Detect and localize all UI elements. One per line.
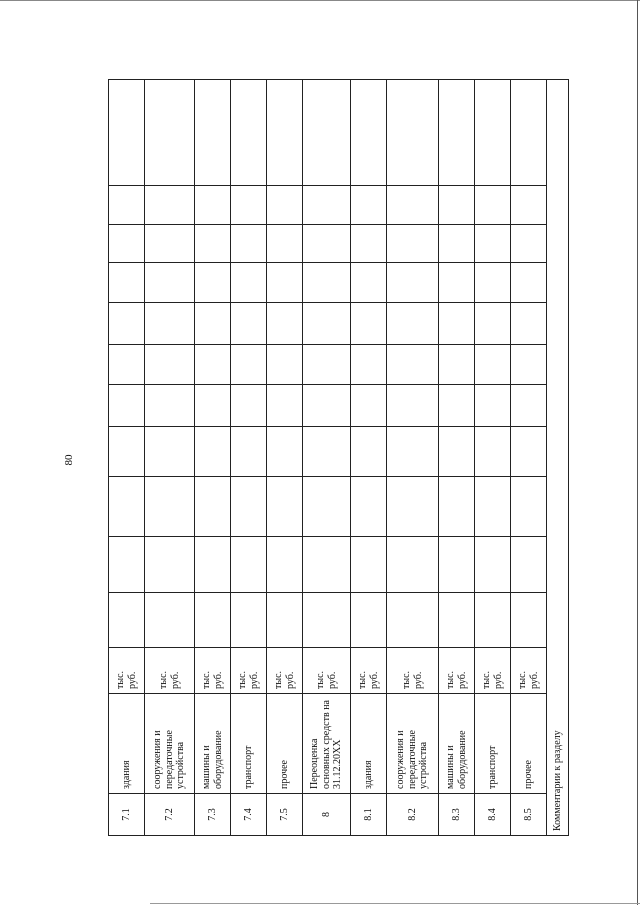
empty-cell[interactable] xyxy=(109,345,145,385)
empty-cell[interactable] xyxy=(387,225,439,263)
empty-cell[interactable] xyxy=(351,303,387,345)
empty-cell[interactable] xyxy=(109,537,145,593)
empty-cell[interactable] xyxy=(195,225,231,263)
rotated-table xyxy=(108,80,568,836)
scan-edge-right xyxy=(637,0,638,905)
table-row xyxy=(475,80,511,836)
empty-cell[interactable] xyxy=(303,537,351,593)
row-unit: тыс. руб. xyxy=(231,648,267,694)
empty-cell[interactable] xyxy=(351,186,387,225)
empty-cell[interactable] xyxy=(439,186,475,225)
empty-cell[interactable] xyxy=(195,80,231,186)
empty-cell[interactable] xyxy=(439,385,475,427)
empty-cell[interactable] xyxy=(439,427,475,477)
section-comment-label: Комментарии к разделу xyxy=(547,80,569,836)
empty-cell[interactable] xyxy=(231,427,267,477)
empty-cell[interactable] xyxy=(267,593,303,648)
empty-cell[interactable] xyxy=(231,385,267,427)
empty-cell[interactable] xyxy=(511,537,547,593)
row-name: сооружения и передаточные устройства xyxy=(387,694,439,794)
table-row xyxy=(145,80,195,836)
empty-cell[interactable] xyxy=(109,303,145,345)
empty-cell[interactable] xyxy=(475,477,511,537)
row-unit: тыс. руб. xyxy=(195,648,231,694)
empty-cell[interactable] xyxy=(439,345,475,385)
empty-cell[interactable] xyxy=(511,345,547,385)
empty-cell[interactable] xyxy=(231,80,267,186)
empty-cell[interactable] xyxy=(387,263,439,303)
row-number: 7.4 xyxy=(231,794,267,836)
empty-cell[interactable] xyxy=(439,225,475,263)
empty-cell[interactable] xyxy=(195,427,231,477)
empty-cell[interactable] xyxy=(109,225,145,263)
empty-cell[interactable] xyxy=(511,80,547,186)
empty-cell[interactable] xyxy=(475,537,511,593)
empty-cell[interactable] xyxy=(145,263,195,303)
empty-cell[interactable] xyxy=(195,186,231,225)
row-number: 8.5 xyxy=(511,794,547,836)
table-row xyxy=(439,80,475,836)
empty-cell[interactable] xyxy=(231,345,267,385)
empty-cell[interactable] xyxy=(145,80,195,186)
empty-cell[interactable] xyxy=(511,303,547,345)
row-number: 8.4 xyxy=(475,794,511,836)
row-unit: тыс. руб. xyxy=(511,648,547,694)
empty-cell[interactable] xyxy=(267,477,303,537)
page-number: 80 xyxy=(63,454,75,466)
empty-cell[interactable] xyxy=(303,225,351,263)
empty-cell[interactable] xyxy=(145,385,195,427)
row-unit: тыс. руб. xyxy=(109,648,145,694)
scan-edge-top xyxy=(0,0,640,1)
row-name: машины и оборудование xyxy=(195,694,231,794)
empty-cell[interactable] xyxy=(439,303,475,345)
empty-cell[interactable] xyxy=(145,303,195,345)
row-number: 8.3 xyxy=(439,794,475,836)
row-unit: тыс. руб. xyxy=(475,648,511,694)
empty-cell[interactable] xyxy=(351,225,387,263)
row-unit: тыс. руб. xyxy=(267,648,303,694)
empty-cell[interactable] xyxy=(351,477,387,537)
empty-cell[interactable] xyxy=(109,427,145,477)
empty-cell[interactable] xyxy=(231,477,267,537)
empty-cell[interactable] xyxy=(303,593,351,648)
row-name: сооружения и передаточные устройства xyxy=(145,694,195,794)
empty-cell[interactable] xyxy=(475,303,511,345)
empty-cell[interactable] xyxy=(475,385,511,427)
empty-cell[interactable] xyxy=(267,263,303,303)
row-name: прочее xyxy=(267,694,303,794)
empty-cell[interactable] xyxy=(387,385,439,427)
scan-edge-bottom xyxy=(150,903,640,904)
table-row xyxy=(267,80,303,836)
assets-table xyxy=(108,79,569,836)
table-row xyxy=(195,80,231,836)
row-name: транспорт xyxy=(231,694,267,794)
table-row xyxy=(511,80,547,836)
empty-cell[interactable] xyxy=(267,225,303,263)
empty-cell[interactable] xyxy=(439,80,475,186)
empty-cell[interactable] xyxy=(439,263,475,303)
empty-cell[interactable] xyxy=(303,385,351,427)
empty-cell[interactable] xyxy=(351,537,387,593)
row-name: машины и оборудование xyxy=(439,694,475,794)
empty-cell[interactable] xyxy=(195,303,231,345)
row-unit: тыс. руб. xyxy=(303,648,351,694)
empty-cell[interactable] xyxy=(303,80,351,186)
empty-cell[interactable] xyxy=(387,537,439,593)
empty-cell[interactable] xyxy=(231,186,267,225)
empty-cell[interactable] xyxy=(109,593,145,648)
empty-cell[interactable] xyxy=(439,477,475,537)
empty-cell[interactable] xyxy=(439,537,475,593)
empty-cell[interactable] xyxy=(387,303,439,345)
empty-cell[interactable] xyxy=(195,345,231,385)
empty-cell[interactable] xyxy=(231,225,267,263)
empty-cell[interactable] xyxy=(195,593,231,648)
empty-cell[interactable] xyxy=(387,593,439,648)
empty-cell[interactable] xyxy=(195,385,231,427)
empty-cell[interactable] xyxy=(267,537,303,593)
comment-row xyxy=(547,80,569,836)
row-name: здания xyxy=(351,694,387,794)
empty-cell[interactable] xyxy=(511,427,547,477)
empty-cell[interactable] xyxy=(231,303,267,345)
empty-cell[interactable] xyxy=(109,477,145,537)
table-row xyxy=(351,80,387,836)
empty-cell[interactable] xyxy=(145,225,195,263)
empty-cell[interactable] xyxy=(303,345,351,385)
table-container xyxy=(108,80,568,836)
row-name: прочее xyxy=(511,694,547,794)
empty-cell[interactable] xyxy=(511,593,547,648)
empty-cell[interactable] xyxy=(195,537,231,593)
empty-cell[interactable] xyxy=(351,263,387,303)
empty-cell[interactable] xyxy=(387,427,439,477)
table-row xyxy=(303,80,351,836)
empty-cell[interactable] xyxy=(475,345,511,385)
empty-cell[interactable] xyxy=(387,186,439,225)
empty-cell[interactable] xyxy=(267,385,303,427)
row-unit: тыс. руб. xyxy=(387,648,439,694)
empty-cell[interactable] xyxy=(475,263,511,303)
empty-cell[interactable] xyxy=(267,186,303,225)
row-number: 7.1 xyxy=(109,794,145,836)
row-number: 7.3 xyxy=(195,794,231,836)
empty-cell[interactable] xyxy=(145,345,195,385)
row-unit: тыс. руб. xyxy=(351,648,387,694)
empty-cell[interactable] xyxy=(475,186,511,225)
empty-cell[interactable] xyxy=(511,477,547,537)
empty-cell[interactable] xyxy=(195,477,231,537)
empty-cell[interactable] xyxy=(387,477,439,537)
empty-cell[interactable] xyxy=(145,477,195,537)
empty-cell[interactable] xyxy=(475,593,511,648)
empty-cell[interactable] xyxy=(303,427,351,477)
empty-cell[interactable] xyxy=(267,427,303,477)
empty-cell[interactable] xyxy=(475,427,511,477)
empty-cell[interactable] xyxy=(267,303,303,345)
row-number: 8 xyxy=(303,794,351,836)
empty-cell[interactable] xyxy=(475,80,511,186)
row-number: 7.5 xyxy=(267,794,303,836)
row-name: здания xyxy=(109,694,145,794)
table-row xyxy=(231,80,267,836)
empty-cell[interactable] xyxy=(145,186,195,225)
row-unit: тыс. руб. xyxy=(439,648,475,694)
empty-cell[interactable] xyxy=(351,593,387,648)
empty-cell[interactable] xyxy=(231,593,267,648)
empty-cell[interactable] xyxy=(303,477,351,537)
empty-cell[interactable] xyxy=(511,263,547,303)
empty-cell[interactable] xyxy=(303,186,351,225)
empty-cell[interactable] xyxy=(439,593,475,648)
empty-cell[interactable] xyxy=(511,225,547,263)
row-name: транспорт xyxy=(475,694,511,794)
empty-cell[interactable] xyxy=(109,80,145,186)
empty-cell[interactable] xyxy=(109,385,145,427)
empty-cell[interactable] xyxy=(231,263,267,303)
empty-cell[interactable] xyxy=(303,303,351,345)
empty-cell[interactable] xyxy=(303,263,351,303)
empty-cell[interactable] xyxy=(109,263,145,303)
empty-cell[interactable] xyxy=(145,593,195,648)
empty-cell[interactable] xyxy=(475,225,511,263)
empty-cell[interactable] xyxy=(351,80,387,186)
empty-cell[interactable] xyxy=(195,263,231,303)
table-row xyxy=(387,80,439,836)
empty-cell[interactable] xyxy=(351,345,387,385)
row-number: 8.2 xyxy=(387,794,439,836)
table-row xyxy=(109,80,145,836)
row-number: 7.2 xyxy=(145,794,195,836)
empty-cell[interactable] xyxy=(387,80,439,186)
row-number: 8.1 xyxy=(351,794,387,836)
empty-cell[interactable] xyxy=(351,427,387,477)
empty-cell[interactable] xyxy=(231,537,267,593)
empty-cell[interactable] xyxy=(109,186,145,225)
row-unit: тыс. руб. xyxy=(145,648,195,694)
empty-cell[interactable] xyxy=(387,345,439,385)
empty-cell[interactable] xyxy=(267,345,303,385)
row-name: Переоценка основных средств на 31.12.20XX xyxy=(303,694,351,794)
empty-cell[interactable] xyxy=(267,80,303,186)
empty-cell[interactable] xyxy=(351,385,387,427)
empty-cell[interactable] xyxy=(145,537,195,593)
empty-cell[interactable] xyxy=(145,427,195,477)
empty-cell[interactable] xyxy=(511,186,547,225)
empty-cell[interactable] xyxy=(511,385,547,427)
